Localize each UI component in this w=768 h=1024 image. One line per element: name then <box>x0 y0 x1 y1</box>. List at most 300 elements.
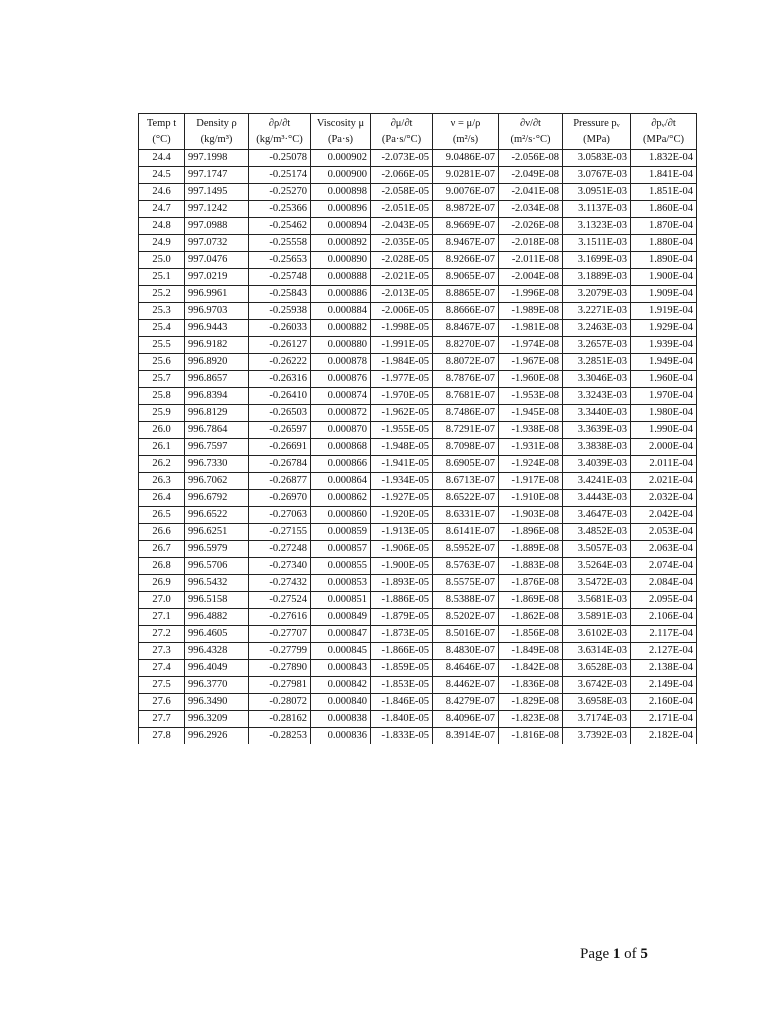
table-cell: -1.883E-08 <box>499 558 563 575</box>
table-cell: 9.0076E-07 <box>433 184 499 201</box>
header-row <box>139 132 697 150</box>
table-cell: 8.9669E-07 <box>433 218 499 235</box>
table-cell: 0.000886 <box>311 286 371 303</box>
table-cell: 3.5264E-03 <box>563 558 631 575</box>
table-cell: 26.0 <box>139 422 185 439</box>
table-cell: 3.2851E-03 <box>563 354 631 371</box>
table-cell: 996.8657 <box>185 371 249 388</box>
table-cell: 3.4647E-03 <box>563 507 631 524</box>
table-cell: 3.1323E-03 <box>563 218 631 235</box>
table-header <box>139 114 697 150</box>
table-cell: 0.000902 <box>311 150 371 167</box>
table-cell: 996.7597 <box>185 439 249 456</box>
table-row <box>139 252 697 269</box>
table-cell: -1.955E-05 <box>371 422 433 439</box>
table-cell: 27.0 <box>139 592 185 609</box>
table-cell: 2.063E-04 <box>631 541 697 558</box>
table-cell: 25.0 <box>139 252 185 269</box>
table-cell: 2.106E-04 <box>631 609 697 626</box>
table-cell: 3.1889E-03 <box>563 269 631 286</box>
table-cell: 2.182E-04 <box>631 728 697 745</box>
table-cell: 0.000900 <box>311 167 371 184</box>
table-cell: -1.903E-08 <box>499 507 563 524</box>
table-cell: 3.1511E-03 <box>563 235 631 252</box>
table-cell: 0.000842 <box>311 677 371 694</box>
table-cell: -2.026E-08 <box>499 218 563 235</box>
table-cell: 27.3 <box>139 643 185 660</box>
table-cell: 997.1495 <box>185 184 249 201</box>
table-cell: 8.6905E-07 <box>433 456 499 473</box>
table-cell: -1.924E-08 <box>499 456 563 473</box>
table-cell: -1.833E-05 <box>371 728 433 745</box>
table-row <box>139 303 697 320</box>
table-cell: 1.949E-04 <box>631 354 697 371</box>
table-cell: -1.962E-05 <box>371 405 433 422</box>
table-cell: 996.3770 <box>185 677 249 694</box>
table-cell: -2.021E-05 <box>371 269 433 286</box>
table-cell: 26.4 <box>139 490 185 507</box>
table-cell: 3.4443E-03 <box>563 490 631 507</box>
table-cell: 996.9703 <box>185 303 249 320</box>
table-cell: 8.6141E-07 <box>433 524 499 541</box>
table-cell: 25.7 <box>139 371 185 388</box>
table-cell: 27.5 <box>139 677 185 694</box>
table-cell: 0.000860 <box>311 507 371 524</box>
table-cell: 996.5979 <box>185 541 249 558</box>
table-cell: 1.980E-04 <box>631 405 697 422</box>
table-cell: 996.9961 <box>185 286 249 303</box>
table-cell: 8.7098E-07 <box>433 439 499 456</box>
table-cell: 0.000851 <box>311 592 371 609</box>
table-cell: 996.7062 <box>185 473 249 490</box>
table-cell: 25.2 <box>139 286 185 303</box>
table-cell: 996.5432 <box>185 575 249 592</box>
column-header: (kg/m³) <box>185 132 249 150</box>
table-cell: 25.3 <box>139 303 185 320</box>
table-row <box>139 269 697 286</box>
table-row <box>139 660 697 677</box>
table-cell: 996.6522 <box>185 507 249 524</box>
table-cell: 8.3914E-07 <box>433 728 499 745</box>
table-row <box>139 337 697 354</box>
table-cell: 3.1137E-03 <box>563 201 631 218</box>
table-cell: -0.28162 <box>249 711 311 728</box>
table-cell: 3.5681E-03 <box>563 592 631 609</box>
page-number <box>580 946 648 963</box>
table-cell: -2.004E-08 <box>499 269 563 286</box>
table-cell: 2.160E-04 <box>631 694 697 711</box>
table-cell: -0.26410 <box>249 388 311 405</box>
column-header: (Pa·s) <box>311 132 371 150</box>
table-cell: -1.989E-08 <box>499 303 563 320</box>
table-cell: 26.3 <box>139 473 185 490</box>
table-cell: 27.1 <box>139 609 185 626</box>
table-cell: 8.7681E-07 <box>433 388 499 405</box>
table-cell: 996.4328 <box>185 643 249 660</box>
table-cell: 8.7486E-07 <box>433 405 499 422</box>
table-cell: 3.2079E-03 <box>563 286 631 303</box>
table-cell: -1.869E-08 <box>499 592 563 609</box>
table-body <box>139 150 697 745</box>
table-cell: -2.028E-05 <box>371 252 433 269</box>
table-cell: 997.0476 <box>185 252 249 269</box>
table-row <box>139 711 697 728</box>
table-cell: -1.934E-05 <box>371 473 433 490</box>
table-cell: -1.816E-08 <box>499 728 563 745</box>
table-cell: -0.27432 <box>249 575 311 592</box>
table-cell: 3.5891E-03 <box>563 609 631 626</box>
table-cell: 997.1747 <box>185 167 249 184</box>
table-cell: 3.4039E-03 <box>563 456 631 473</box>
table-cell: 0.000868 <box>311 439 371 456</box>
table-cell: 0.000894 <box>311 218 371 235</box>
table-cell: 3.6102E-03 <box>563 626 631 643</box>
table-cell: -0.27890 <box>249 660 311 677</box>
table-cell: 8.4646E-07 <box>433 660 499 677</box>
table-cell: -1.876E-08 <box>499 575 563 592</box>
table-row <box>139 286 697 303</box>
table-cell: 996.4605 <box>185 626 249 643</box>
table-cell: -1.823E-08 <box>499 711 563 728</box>
table-cell: 26.2 <box>139 456 185 473</box>
table-cell: 8.5575E-07 <box>433 575 499 592</box>
table-cell: 2.074E-04 <box>631 558 697 575</box>
table-cell: 8.5016E-07 <box>433 626 499 643</box>
table-cell: 0.000843 <box>311 660 371 677</box>
table-cell: 0.000866 <box>311 456 371 473</box>
table-cell: 2.042E-04 <box>631 507 697 524</box>
table-cell: 25.6 <box>139 354 185 371</box>
table-row <box>139 558 697 575</box>
table-cell: 8.9467E-07 <box>433 235 499 252</box>
table-cell: 24.9 <box>139 235 185 252</box>
table-cell: 8.5388E-07 <box>433 592 499 609</box>
column-header: (°C) <box>139 132 185 150</box>
table-cell: 8.6713E-07 <box>433 473 499 490</box>
table-cell: 3.0583E-03 <box>563 150 631 167</box>
table-cell: 1.870E-04 <box>631 218 697 235</box>
table-cell: 8.5202E-07 <box>433 609 499 626</box>
table-cell: 1.919E-04 <box>631 303 697 320</box>
table-cell: 3.5472E-03 <box>563 575 631 592</box>
table-cell: -1.836E-08 <box>499 677 563 694</box>
table-cell: 3.3243E-03 <box>563 388 631 405</box>
table-cell: -2.058E-05 <box>371 184 433 201</box>
table-row <box>139 320 697 337</box>
table-row <box>139 184 697 201</box>
table-cell: -0.27524 <box>249 592 311 609</box>
table-cell: -1.920E-05 <box>371 507 433 524</box>
table-row <box>139 388 697 405</box>
table-cell: 8.6522E-07 <box>433 490 499 507</box>
table-cell: 1.890E-04 <box>631 252 697 269</box>
table-row <box>139 609 697 626</box>
table-cell: 25.9 <box>139 405 185 422</box>
table-cell: 996.7864 <box>185 422 249 439</box>
table-cell: -0.25270 <box>249 184 311 201</box>
table-cell: 0.000874 <box>311 388 371 405</box>
table-cell: 996.6251 <box>185 524 249 541</box>
table-row <box>139 422 697 439</box>
property-table <box>138 113 697 744</box>
table-cell: 25.8 <box>139 388 185 405</box>
table-cell: 2.053E-04 <box>631 524 697 541</box>
table-row <box>139 575 697 592</box>
table-cell: -1.842E-08 <box>499 660 563 677</box>
column-header: ν = μ/ρ <box>433 114 499 133</box>
table-row <box>139 626 697 643</box>
header-row <box>139 114 697 133</box>
table-row <box>139 405 697 422</box>
table-cell: 26.9 <box>139 575 185 592</box>
table-row <box>139 167 697 184</box>
table-cell: 27.7 <box>139 711 185 728</box>
table-cell: 24.4 <box>139 150 185 167</box>
table-cell: 8.8865E-07 <box>433 286 499 303</box>
table-cell: 8.8666E-07 <box>433 303 499 320</box>
table-cell: 8.5763E-07 <box>433 558 499 575</box>
table-row <box>139 439 697 456</box>
table-cell: 1.832E-04 <box>631 150 697 167</box>
table-cell: -1.974E-08 <box>499 337 563 354</box>
table-cell: -0.25843 <box>249 286 311 303</box>
table-cell: 8.5952E-07 <box>433 541 499 558</box>
table-cell: 0.000896 <box>311 201 371 218</box>
table-row <box>139 524 697 541</box>
table-cell: -1.991E-05 <box>371 337 433 354</box>
table-cell: -0.28072 <box>249 694 311 711</box>
table-cell: 8.7291E-07 <box>433 422 499 439</box>
table-cell: 8.8072E-07 <box>433 354 499 371</box>
table-cell: -0.26222 <box>249 354 311 371</box>
table-cell: 1.970E-04 <box>631 388 697 405</box>
table-cell: 996.4049 <box>185 660 249 677</box>
table-row <box>139 150 697 167</box>
column-header: Density ρ <box>185 114 249 133</box>
table-cell: 2.084E-04 <box>631 575 697 592</box>
table-cell: -0.26784 <box>249 456 311 473</box>
table-cell: 997.1242 <box>185 201 249 218</box>
table-cell: 27.6 <box>139 694 185 711</box>
table-cell: -0.25366 <box>249 201 311 218</box>
table-cell: -1.998E-05 <box>371 320 433 337</box>
table-cell: -1.941E-05 <box>371 456 433 473</box>
table-cell: -1.945E-08 <box>499 405 563 422</box>
table-row <box>139 371 697 388</box>
table-cell: 8.4462E-07 <box>433 677 499 694</box>
table-cell: -1.862E-08 <box>499 609 563 626</box>
table-cell: 3.5057E-03 <box>563 541 631 558</box>
table-cell: -1.960E-08 <box>499 371 563 388</box>
table-cell: 0.000872 <box>311 405 371 422</box>
table-cell: -1.938E-08 <box>499 422 563 439</box>
table-cell: -1.906E-05 <box>371 541 433 558</box>
page-current: 1 <box>612 946 621 962</box>
table-cell: 996.5706 <box>185 558 249 575</box>
table-cell: -0.27799 <box>249 643 311 660</box>
table-row <box>139 201 697 218</box>
table-cell: 0.000845 <box>311 643 371 660</box>
table-cell: 996.4882 <box>185 609 249 626</box>
table-cell: 24.5 <box>139 167 185 184</box>
table-cell: -0.28253 <box>249 728 311 745</box>
table-cell: -0.25748 <box>249 269 311 286</box>
table-cell: -0.26970 <box>249 490 311 507</box>
table-cell: -1.996E-08 <box>499 286 563 303</box>
table-cell: 3.2463E-03 <box>563 320 631 337</box>
table-cell: -0.25078 <box>249 150 311 167</box>
table-row <box>139 507 697 524</box>
table-cell: -0.27616 <box>249 609 311 626</box>
table-cell: -1.977E-05 <box>371 371 433 388</box>
table-cell: -0.25938 <box>249 303 311 320</box>
table-cell: 26.8 <box>139 558 185 575</box>
table-cell: 3.3440E-03 <box>563 405 631 422</box>
page-of: of <box>624 946 637 962</box>
table-cell: 996.9182 <box>185 337 249 354</box>
table-cell: -0.27340 <box>249 558 311 575</box>
table-cell: 1.909E-04 <box>631 286 697 303</box>
table-cell: 8.8467E-07 <box>433 320 499 337</box>
table-cell: 0.000853 <box>311 575 371 592</box>
table-cell: 1.880E-04 <box>631 235 697 252</box>
table-cell: 0.000849 <box>311 609 371 626</box>
table-cell: 996.5158 <box>185 592 249 609</box>
table-cell: -0.26316 <box>249 371 311 388</box>
column-header: ∂μ/∂t <box>371 114 433 133</box>
table-cell: -1.913E-05 <box>371 524 433 541</box>
table-cell: 1.939E-04 <box>631 337 697 354</box>
table-cell: 3.6742E-03 <box>563 677 631 694</box>
table-cell: 0.000888 <box>311 269 371 286</box>
table-cell: 8.6331E-07 <box>433 507 499 524</box>
table-cell: -1.886E-05 <box>371 592 433 609</box>
table-cell: 996.7330 <box>185 456 249 473</box>
table-cell: 8.9065E-07 <box>433 269 499 286</box>
table-cell: 0.000892 <box>311 235 371 252</box>
table-cell: 0.000890 <box>311 252 371 269</box>
table-row <box>139 677 697 694</box>
page-total: 5 <box>640 946 648 962</box>
table-cell: 2.171E-04 <box>631 711 697 728</box>
table-cell: 996.9443 <box>185 320 249 337</box>
table-cell: -1.849E-08 <box>499 643 563 660</box>
table-cell: 3.4241E-03 <box>563 473 631 490</box>
table-cell: 1.960E-04 <box>631 371 697 388</box>
table-cell: 3.2271E-03 <box>563 303 631 320</box>
table-cell: -2.043E-05 <box>371 218 433 235</box>
table-cell: 996.6792 <box>185 490 249 507</box>
table-cell: -2.051E-05 <box>371 201 433 218</box>
table-cell: -2.011E-08 <box>499 252 563 269</box>
table-cell: -1.893E-05 <box>371 575 433 592</box>
table-cell: -1.873E-05 <box>371 626 433 643</box>
table-row <box>139 643 697 660</box>
table-cell: -2.066E-05 <box>371 167 433 184</box>
table-cell: 27.4 <box>139 660 185 677</box>
table-cell: 996.8920 <box>185 354 249 371</box>
table-cell: -1.856E-08 <box>499 626 563 643</box>
table-cell: -0.26691 <box>249 439 311 456</box>
table-cell: 1.929E-04 <box>631 320 697 337</box>
table-cell: 3.7392E-03 <box>563 728 631 745</box>
table-cell: -2.018E-08 <box>499 235 563 252</box>
table-cell: 3.6528E-03 <box>563 660 631 677</box>
table-row <box>139 456 697 473</box>
table-cell: 1.900E-04 <box>631 269 697 286</box>
table-cell: 24.6 <box>139 184 185 201</box>
table-row <box>139 473 697 490</box>
column-header: ∂pᵥ/∂t <box>631 114 697 133</box>
table-cell: 1.860E-04 <box>631 201 697 218</box>
table-row <box>139 728 697 745</box>
table-cell: -1.829E-08 <box>499 694 563 711</box>
table-cell: 8.9872E-07 <box>433 201 499 218</box>
table-cell: 2.011E-04 <box>631 456 697 473</box>
column-header: (MPa/°C) <box>631 132 697 150</box>
table-cell: 3.6314E-03 <box>563 643 631 660</box>
table-cell: 26.5 <box>139 507 185 524</box>
table-cell: -0.27707 <box>249 626 311 643</box>
table-cell: -1.917E-08 <box>499 473 563 490</box>
table-row <box>139 490 697 507</box>
table-cell: 24.8 <box>139 218 185 235</box>
table-cell: -1.981E-08 <box>499 320 563 337</box>
column-header: (m²/s·°C) <box>499 132 563 150</box>
table-cell: 3.6958E-03 <box>563 694 631 711</box>
table-cell: 2.117E-04 <box>631 626 697 643</box>
table-cell: 997.0988 <box>185 218 249 235</box>
table-cell: 24.7 <box>139 201 185 218</box>
table-cell: 2.127E-04 <box>631 643 697 660</box>
table-cell: 25.1 <box>139 269 185 286</box>
table-cell: 3.3838E-03 <box>563 439 631 456</box>
table-cell: -1.846E-05 <box>371 694 433 711</box>
table-cell: -1.927E-05 <box>371 490 433 507</box>
table-cell: -0.26877 <box>249 473 311 490</box>
table-cell: 0.000840 <box>311 694 371 711</box>
table-cell: -0.26033 <box>249 320 311 337</box>
table-cell: -1.984E-05 <box>371 354 433 371</box>
table-cell: -0.26503 <box>249 405 311 422</box>
table-cell: 25.5 <box>139 337 185 354</box>
table-cell: 997.1998 <box>185 150 249 167</box>
table-cell: -0.25174 <box>249 167 311 184</box>
table-cell: 0.000882 <box>311 320 371 337</box>
table-cell: -1.896E-08 <box>499 524 563 541</box>
table-cell: -0.26597 <box>249 422 311 439</box>
table-cell: -2.056E-08 <box>499 150 563 167</box>
table-cell: -2.041E-08 <box>499 184 563 201</box>
column-header: Viscosity μ <box>311 114 371 133</box>
table-cell: 0.000876 <box>311 371 371 388</box>
table-cell: 8.4830E-07 <box>433 643 499 660</box>
table-cell: 0.000870 <box>311 422 371 439</box>
table-cell: 3.3639E-03 <box>563 422 631 439</box>
table-cell: 8.9266E-07 <box>433 252 499 269</box>
table-cell: 27.2 <box>139 626 185 643</box>
table-row <box>139 541 697 558</box>
table-cell: 996.3490 <box>185 694 249 711</box>
table-cell: -0.25462 <box>249 218 311 235</box>
column-header: (Pa·s/°C) <box>371 132 433 150</box>
page-word: Page <box>580 946 610 962</box>
table-cell: -2.049E-08 <box>499 167 563 184</box>
table-cell: 2.000E-04 <box>631 439 697 456</box>
table-cell: -1.840E-05 <box>371 711 433 728</box>
table-cell: -2.073E-05 <box>371 150 433 167</box>
table-cell: -2.013E-05 <box>371 286 433 303</box>
